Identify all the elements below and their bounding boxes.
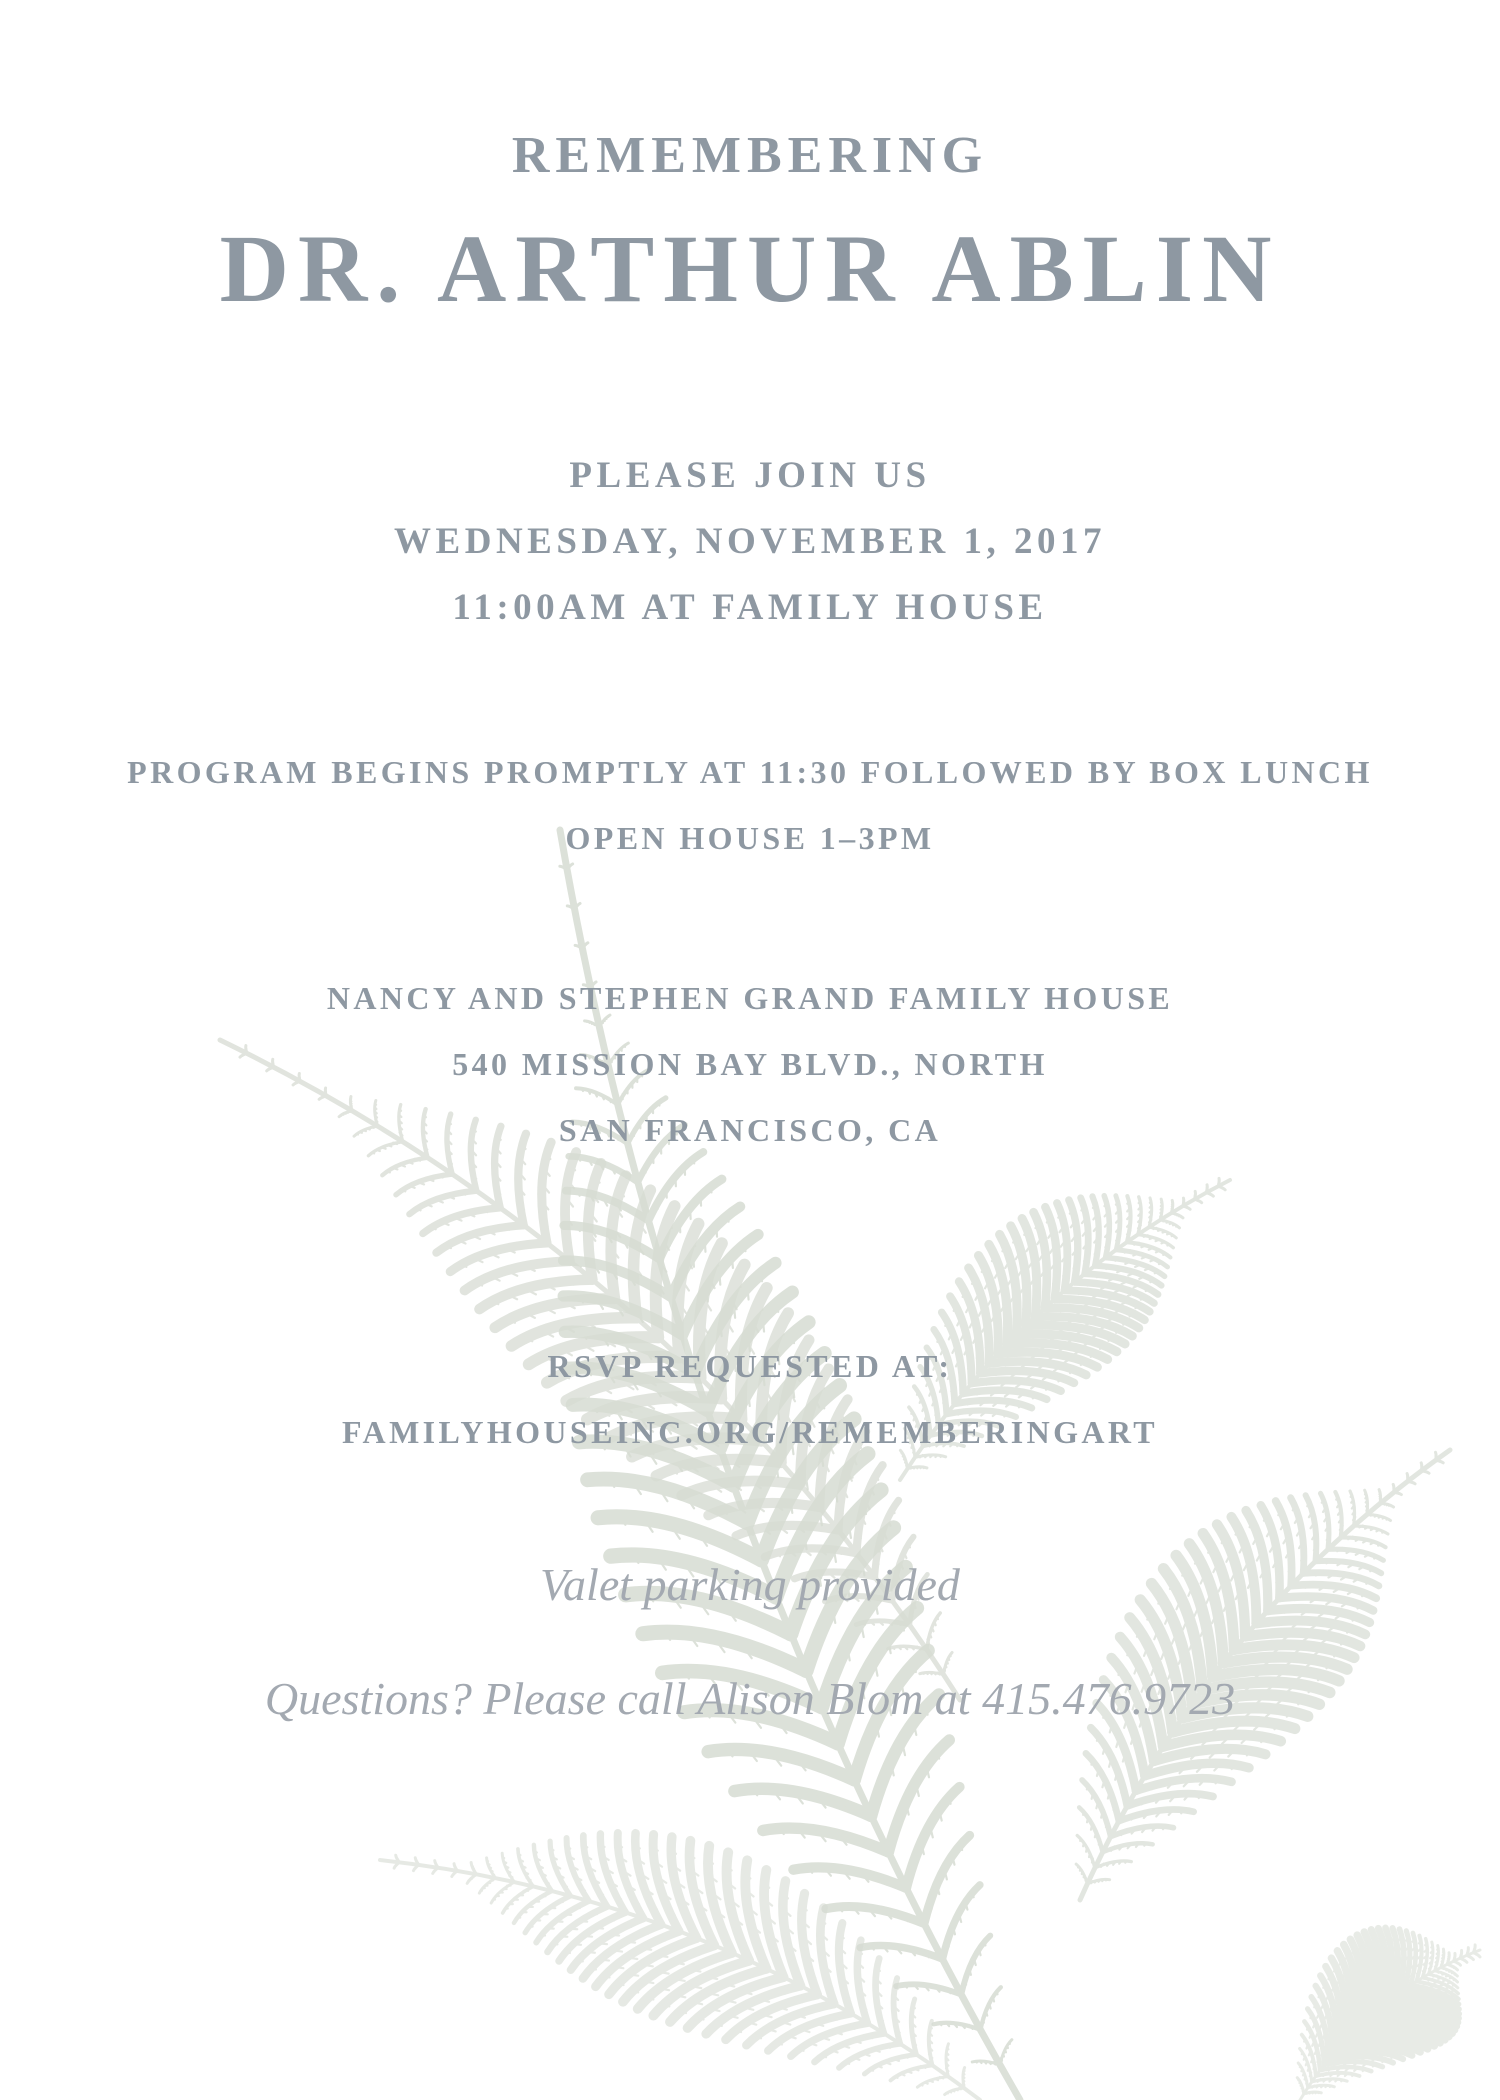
rsvp-label: RSVP REQUESTED AT: <box>547 1348 953 1384</box>
program-schedule: PROGRAM BEGINS PROMPTLY AT 11:30 FOLLOWED BY BOX LUNCH <box>127 754 1373 790</box>
venue-street: 540 MISSION BAY BLVD., NORTH <box>452 1046 1048 1082</box>
honoree-name: DR. ARTHUR ABLIN <box>219 215 1281 322</box>
event-time-place: 11:00AM AT FAMILY HOUSE <box>452 587 1048 628</box>
invite-line-join: PLEASE JOIN US <box>569 455 931 496</box>
heading-remembering: REMEMBERING <box>511 127 989 184</box>
open-house-hours: OPEN HOUSE 1–3PM <box>565 820 935 856</box>
venue-name: NANCY AND STEPHEN GRAND FAMILY HOUSE <box>326 980 1174 1016</box>
parking-note: Valet parking provided <box>540 1559 960 1610</box>
event-date: WEDNESDAY, NOVEMBER 1, 2017 <box>394 521 1106 562</box>
venue-city: SAN FRANCISCO, CA <box>558 1112 942 1148</box>
rsvp-url: FAMILYHOUSEINC.ORG/REMEMBERINGART <box>341 1414 1159 1450</box>
questions-contact: Questions? Please call Alison Blom at 415.476.9723 <box>264 1673 1236 1724</box>
